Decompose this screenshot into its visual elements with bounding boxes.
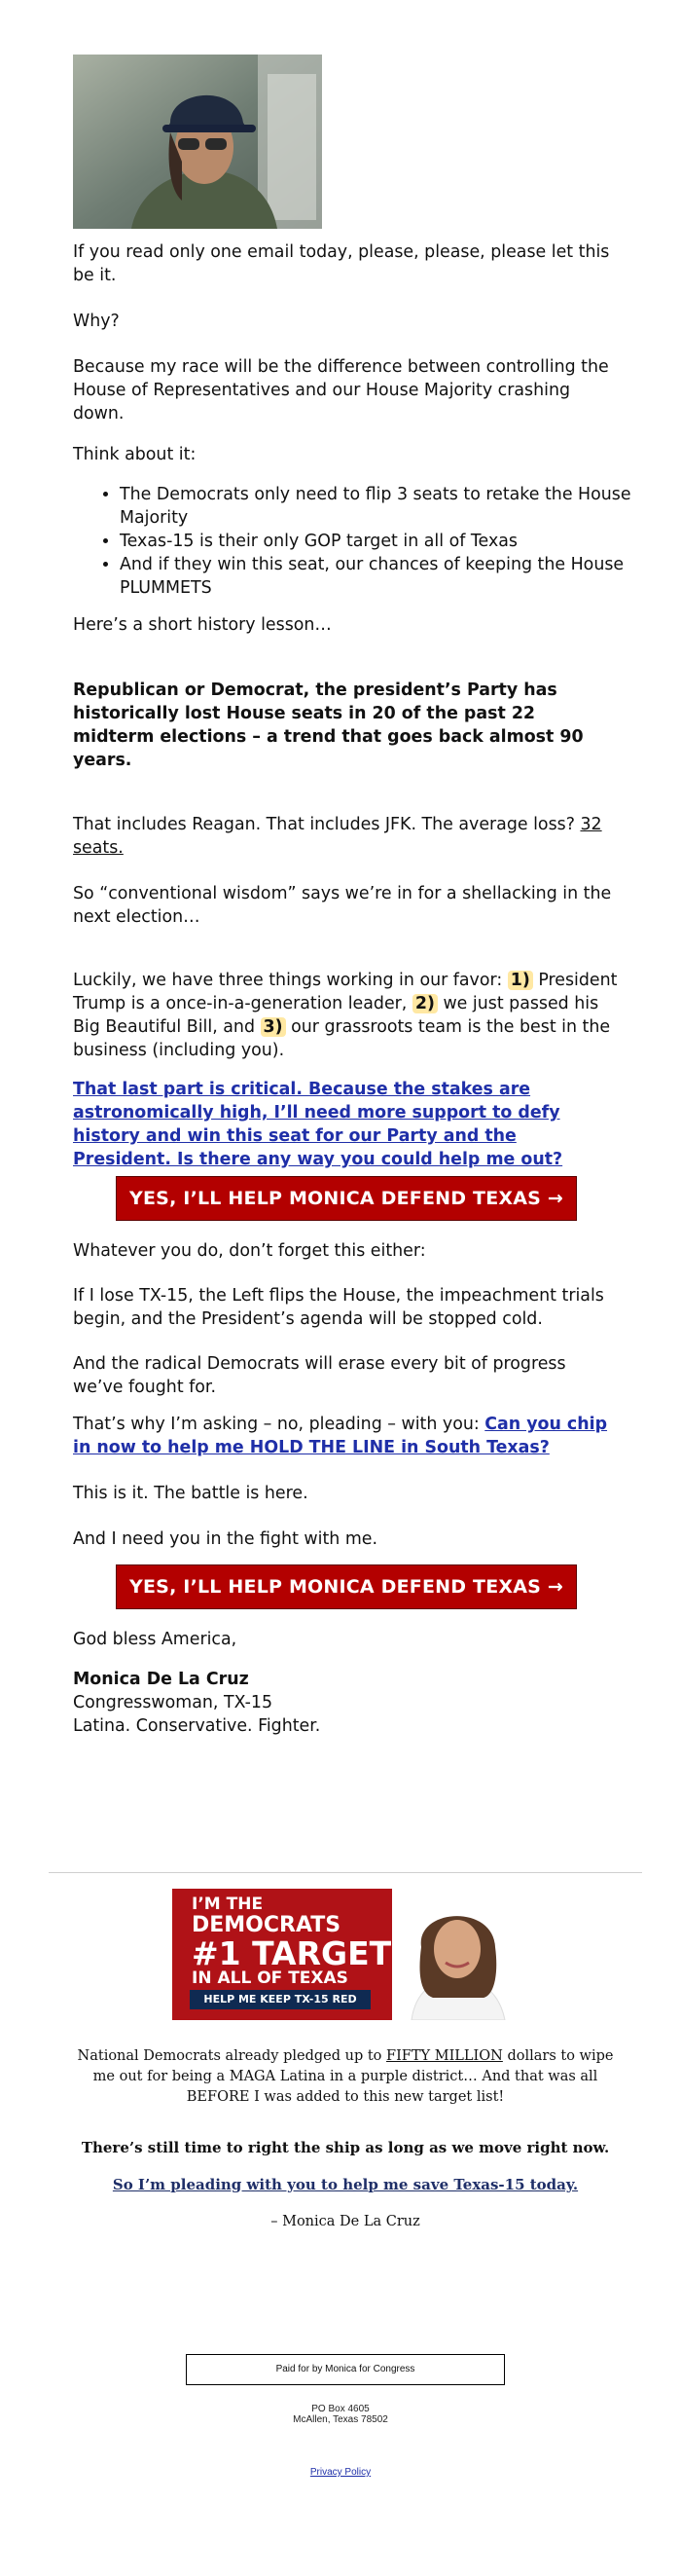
- donate-button-2[interactable]: YES, I’LL HELP MONICA DEFEND TEXAS →: [116, 1564, 577, 1609]
- save-texas-link[interactable]: So I’m pleading with you to help me save Texas-15 today.: [112, 2176, 579, 2193]
- favor-text-1: Luckily, we have three things working in our favor:: [73, 971, 508, 990]
- whatever-paragraph: Whatever you do, don’t forget this either:: [73, 1241, 426, 1261]
- favor-text-2: President Trump is a once-in-a-generation leader,: [73, 971, 618, 1013]
- critical-donate-link[interactable]: That last part is critical. Because the stakes are astronomically high, I’ll need more support to defy history and win this seat for our Party and the President. Is there any way you could help me out?: [73, 1080, 563, 1169]
- reasons-list: [73, 483, 664, 600]
- why-paragraph: Why?: [73, 312, 120, 331]
- list-item: • Texas-15 is their only GOP target in all of Texas: [120, 530, 664, 553]
- banner-help-button[interactable]: HELP ME KEEP TX-15 RED: [190, 1990, 371, 2009]
- midterm-fact: Republican or Democrat, the president’s Party has historically lost House seats in 20 of the past 22 midterm elections – a trend that goes back almost 90 years.: [73, 681, 584, 770]
- intro-paragraph: If you read only one email today, please, please, please let this be it.: [73, 242, 610, 285]
- highlight-number: 3): [261, 1017, 286, 1037]
- need-you-paragraph: And I need you in the fight with me.: [73, 1529, 378, 1549]
- banner-line-1: I’M THE: [192, 1895, 264, 1914]
- wisdom-paragraph: So “conventional wisdom” says we’re in for a shellacking in the next election…: [73, 884, 612, 927]
- time-paragraph: There’s still time to right the ship as long as we move right now.: [81, 2139, 610, 2156]
- city-address: McAllen, Texas 78502: [293, 2414, 388, 2425]
- highlight-number: 1): [508, 971, 533, 990]
- target-banner[interactable]: [172, 1889, 519, 2020]
- donate-button[interactable]: YES, I’LL HELP MONICA DEFEND TEXAS →: [116, 1176, 577, 1221]
- list-item: • The Democrats only need to flip 3 seats to retake the House Majority: [120, 483, 664, 530]
- divider: [49, 1872, 642, 1873]
- favor-paragraph: [73, 969, 618, 1062]
- signature-tagline: Latina. Conservative. Fighter.: [73, 1716, 321, 1736]
- god-bless: God bless America,: [73, 1630, 237, 1649]
- asking-paragraph: [73, 1413, 618, 1459]
- reagan-paragraph: [73, 813, 618, 860]
- banner-line-2: DEMOCRATS: [192, 1913, 341, 1937]
- banner-line-3: #1 TARGET: [192, 1934, 392, 1972]
- list-item: • And if they win this seat, our chances of keeping the House PLUMMETS: [120, 553, 664, 600]
- because-paragraph: Because my race will be the difference between controlling the House of Representatives and our House Majority crashing down.: [73, 357, 609, 423]
- favor-text-4: our grassroots team is the best in the business (including you).: [73, 1017, 611, 1060]
- banner-line-4: IN ALL OF TEXAS: [192, 1969, 348, 1988]
- history-paragraph: Here’s a short history lesson…: [73, 615, 332, 635]
- highlight-number: 2): [412, 994, 438, 1013]
- signature-title: Congresswoman, TX-15: [73, 1693, 273, 1712]
- radical-paragraph: And the radical Democrats will erase every bit of progress we’ve fought for.: [73, 1354, 566, 1397]
- pledge-amount: FIFTY MILLION: [386, 2047, 503, 2064]
- pledge-text-2: dollars to wipe me out for being a MAGA Latina in a purple district… And that was all BEFORE I was added to this new target list!: [92, 2047, 614, 2105]
- signature-name: Monica De La Cruz: [73, 1670, 249, 1689]
- if-lose-paragraph: If I lose TX-15, the Left flips the House, the impeachment trials begin, and the President’s agenda will be stopped cold.: [73, 1286, 604, 1329]
- think-paragraph: Think about it:: [73, 445, 197, 464]
- favor-text-3: we just passed his Big Beautiful Bill, and: [73, 994, 599, 1037]
- po-box: PO Box 4605: [311, 2404, 370, 2414]
- paid-for-box: Paid for by Monica for Congress: [186, 2354, 505, 2385]
- hero-photo: [73, 55, 322, 229]
- average-loss-link[interactable]: 32 seats.: [73, 815, 602, 858]
- chip-in-link[interactable]: Can you chip in now to help me HOLD THE LINE in South Texas?: [73, 1415, 608, 1457]
- critical-paragraph: [73, 1078, 618, 1171]
- battle-paragraph: This is it. The battle is here.: [73, 1484, 308, 1503]
- footer-signoff: – Monica De La Cruz: [270, 2213, 420, 2229]
- asking-text: That’s why I’m asking – no, pleading – with you:: [73, 1415, 485, 1434]
- privacy-row: [0, 2467, 681, 2479]
- pledge-paragraph: [73, 2046, 618, 2108]
- privacy-policy-link[interactable]: Privacy Policy: [309, 2467, 372, 2478]
- pledge-text: National Democrats already pledged up to: [77, 2047, 387, 2064]
- pleading-paragraph: [73, 2175, 618, 2195]
- reagan-text: That includes Reagan. That includes JFK. The average loss?: [73, 815, 581, 834]
